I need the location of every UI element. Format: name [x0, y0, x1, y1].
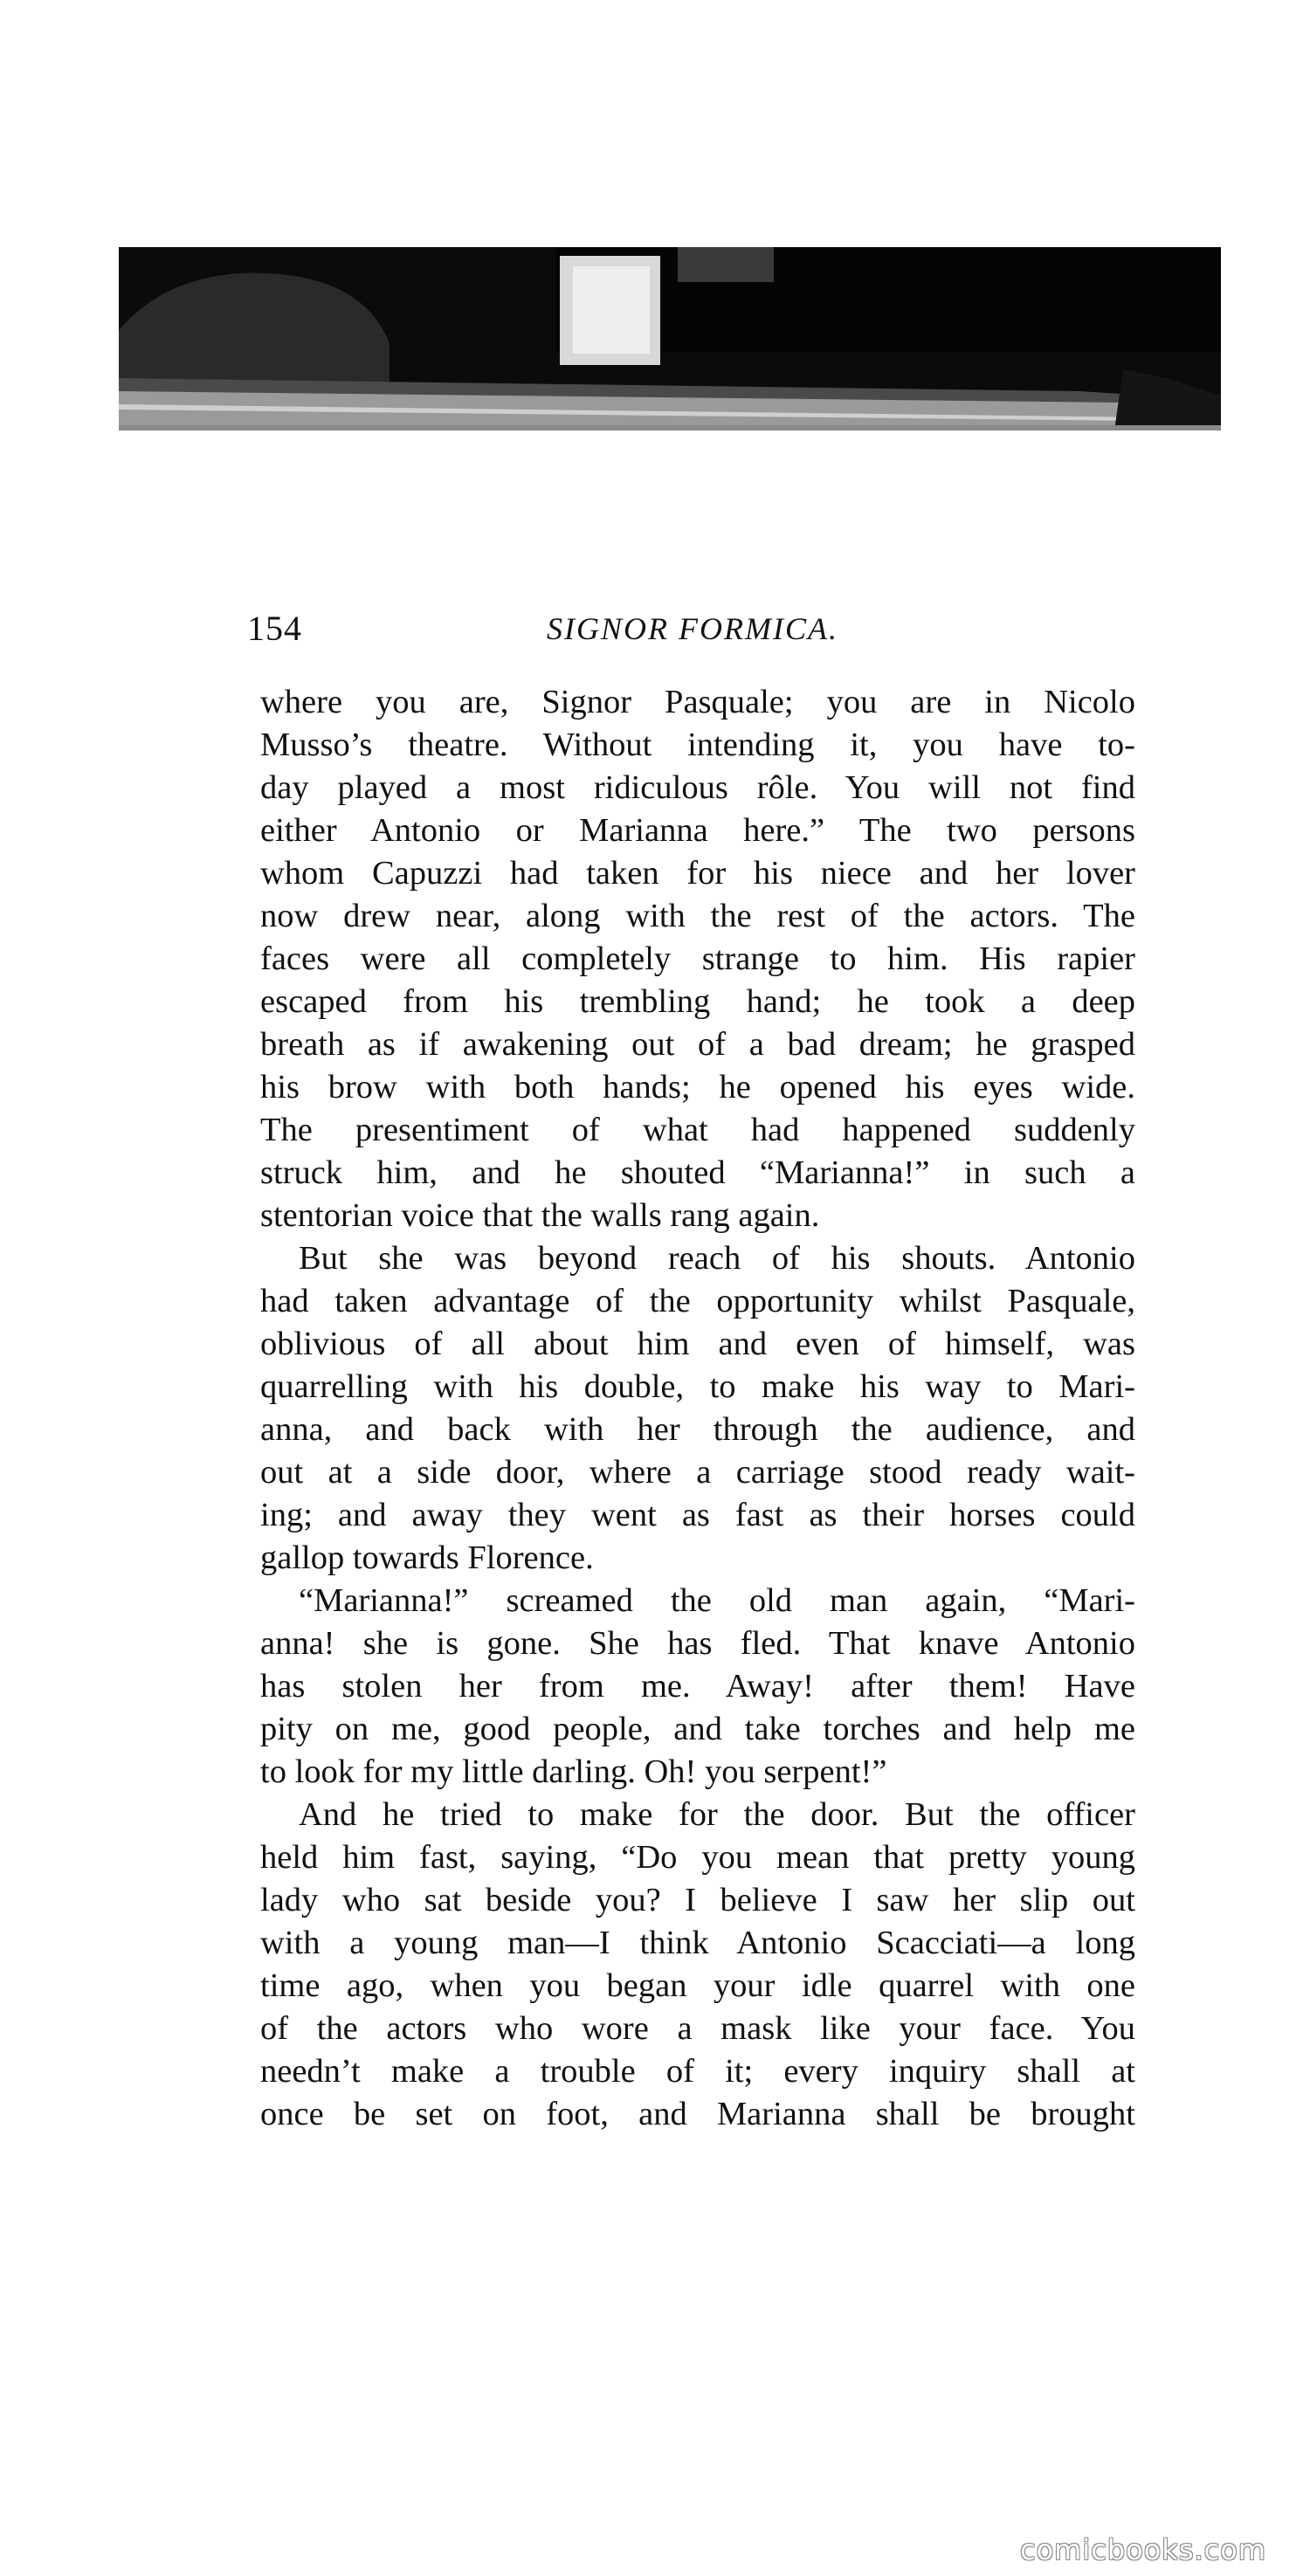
- text-line: once be set on foot, and Marianna shall be brought: [260, 2096, 1135, 2132]
- text-line: anna! she is gone. She has fled. That knave Antonio: [260, 1625, 1135, 1662]
- page-header: [247, 603, 1138, 655]
- text-line: And he tried to make for the door. But the officer: [299, 1796, 1135, 1833]
- body-text: [260, 681, 1135, 2136]
- text-line: quarrelling with his double, to make his way to Mari-: [260, 1368, 1135, 1405]
- text-line: with a young man—I think Antonio Scacciati—a long: [260, 1925, 1135, 1961]
- top-photo-strip: [119, 247, 1221, 430]
- text-line: ing; and away they went as fast as their horses could: [260, 1497, 1135, 1533]
- text-line: oblivious of all about him and even of himself, was: [260, 1326, 1135, 1362]
- text-line: escaped from his trembling hand; he took a deep: [260, 983, 1135, 1020]
- text-line: “Marianna!” screamed the old man again, “Mari-: [299, 1582, 1135, 1619]
- text-line: to look for my little darling. Oh! you serpent!”: [260, 1753, 887, 1790]
- text-line: gallop towards Florence.: [260, 1539, 594, 1576]
- text-line: has stolen her from me. Away! after them! Have: [260, 1668, 1135, 1705]
- text-line: faces were all completely strange to him. His rapier: [260, 940, 1135, 977]
- text-line: Musso’s theatre. Without intending it, you have to-: [260, 727, 1135, 763]
- text-line: lady who sat beside you? I believe I saw her slip out: [260, 1882, 1135, 1918]
- text-line: time ago, when you began your idle quarrel with one: [260, 1967, 1135, 2004]
- text-line: pity on me, good people, and take torches and help me: [260, 1711, 1135, 1747]
- page-number: 154: [247, 609, 302, 648]
- watermark-text: comicbooks.com: [1019, 2533, 1266, 2566]
- text-line: whom Capuzzi had taken for his niece and her lover: [260, 855, 1135, 892]
- text-line: had taken advantage of the opportunity whilst Pasquale,: [260, 1283, 1135, 1319]
- text-line: held him fast, saying, “Do you mean that pretty young: [260, 1839, 1135, 1876]
- photo-scan-image: [119, 247, 1221, 430]
- text-line: either Antonio or Marianna here.” The two persons: [260, 812, 1135, 849]
- text-line: day played a most ridiculous rôle. You will not find: [260, 769, 1135, 806]
- running-title: SIGNOR FORMICA.: [547, 611, 838, 646]
- text-line: of the actors who wore a mask like your face. You: [260, 2010, 1135, 2047]
- text-line: struck him, and he shouted “Marianna!” in such a: [260, 1154, 1135, 1191]
- text-line: anna, and back with her through the audience, and: [260, 1411, 1135, 1448]
- text-line: But she was beyond reach of his shouts. Antonio: [299, 1240, 1135, 1277]
- text-line: now drew near, along with the rest of the actors. The: [260, 898, 1135, 934]
- text-line: The presentiment of what had happened suddenly: [260, 1112, 1135, 1148]
- text-line: needn’t make a trouble of it; every inquiry shall at: [260, 2053, 1135, 2090]
- text-line: his brow with both hands; he opened his eyes wide.: [260, 1069, 1135, 1105]
- text-line: breath as if awakening out of a bad dream; he grasped: [260, 1026, 1135, 1063]
- text-line: stentorian voice that the walls rang again.: [260, 1197, 820, 1234]
- text-line: out at a side door, where a carriage stood ready wait-: [260, 1454, 1135, 1491]
- text-line: where you are, Signor Pasquale; you are in Nicolo: [260, 684, 1135, 720]
